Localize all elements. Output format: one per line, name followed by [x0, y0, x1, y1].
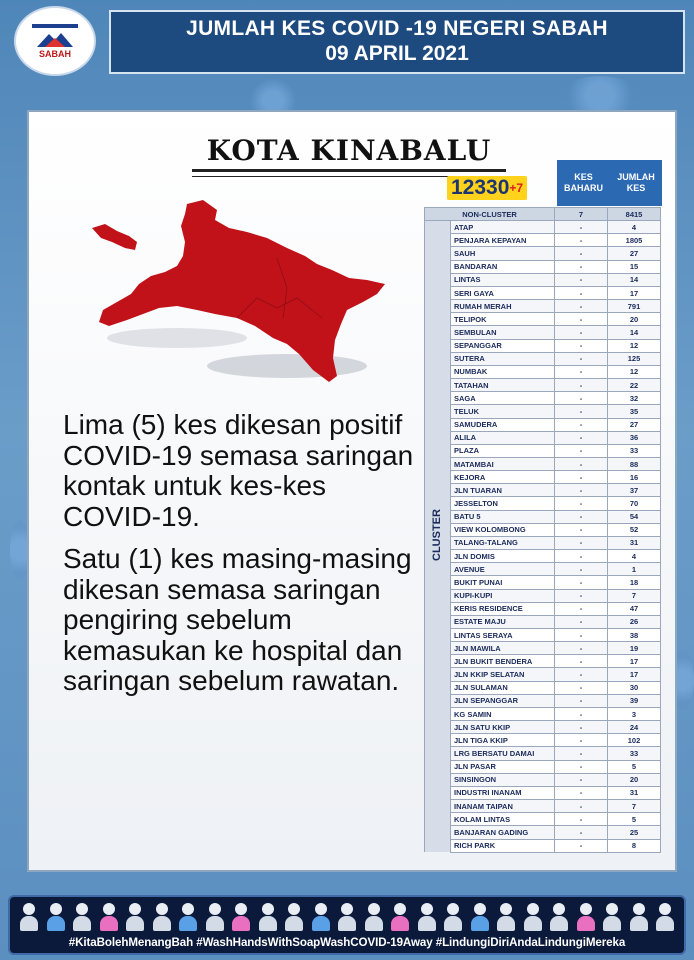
row-name: SERI GAYA [451, 286, 555, 299]
row-total: 17 [608, 668, 661, 681]
table-row [425, 629, 661, 642]
row-new: - [555, 536, 608, 549]
row-new: - [555, 260, 608, 273]
table-row [425, 668, 661, 681]
table-row [425, 497, 661, 510]
page-title: JUMLAH KES COVID -19 NEGERI SABAH [186, 17, 608, 40]
table-row [425, 405, 661, 418]
row-name: JLN SULAMAN [451, 681, 555, 694]
cluster-label-text: CLUSTER [431, 509, 444, 561]
person-icon [548, 901, 570, 931]
row-total: 7 [608, 589, 661, 602]
row-total: 7 [608, 800, 661, 813]
row-name: SINSINGON [451, 773, 555, 786]
row-name: RICH PARK [451, 839, 555, 852]
row-total: 12 [608, 339, 661, 352]
row-name: KOLAM LINTAS [451, 813, 555, 826]
row-total: 15 [608, 260, 661, 273]
cluster-side-cell [425, 734, 451, 747]
table-row [425, 221, 661, 234]
row-total: 47 [608, 602, 661, 615]
table-row [425, 813, 661, 826]
row-new: - [555, 326, 608, 339]
people-illustration [18, 901, 676, 933]
table-row [425, 431, 661, 444]
row-total: 5 [608, 760, 661, 773]
row-total: 70 [608, 497, 661, 510]
row-name: JLN DOMIS [451, 550, 555, 563]
row-total: 32 [608, 392, 661, 405]
table-row [425, 339, 661, 352]
row-total: 35 [608, 405, 661, 418]
cluster-side-cell [425, 642, 451, 655]
row-new: - [555, 839, 608, 852]
row-name: INANAM TAIPAN [451, 800, 555, 813]
row-total: 20 [608, 313, 661, 326]
row-total: 8 [608, 839, 661, 852]
cluster-side-cell [425, 300, 451, 313]
table-row [425, 826, 661, 839]
table-row [425, 352, 661, 365]
district-total [447, 176, 527, 200]
row-name: ESTATE MAJU [451, 615, 555, 628]
cluster-side-cell [425, 681, 451, 694]
row-name: NUMBAK [451, 365, 555, 378]
table-row [425, 536, 661, 549]
row-new: - [555, 379, 608, 392]
row-total: 22 [608, 379, 661, 392]
row-total: 8415 [608, 208, 661, 221]
table-row [425, 234, 661, 247]
table-row [425, 326, 661, 339]
cluster-side-cell [425, 247, 451, 260]
row-total: 3 [608, 707, 661, 720]
person-icon [310, 901, 332, 931]
row-new: - [555, 681, 608, 694]
row-new: - [555, 773, 608, 786]
row-total: 27 [608, 418, 661, 431]
person-icon [177, 901, 199, 931]
row-name: BANDARAN [451, 260, 555, 273]
row-total: 14 [608, 273, 661, 286]
row-name: TALANG-TALANG [451, 536, 555, 549]
row-total: 14 [608, 326, 661, 339]
person-icon [98, 901, 120, 931]
row-name: BUKIT PUNAI [451, 576, 555, 589]
cluster-side-cell [425, 694, 451, 707]
row-new: - [555, 339, 608, 352]
table-row [425, 273, 661, 286]
cluster-side-cell [425, 707, 451, 720]
table-row [425, 681, 661, 694]
row-total: 36 [608, 431, 661, 444]
row-new: - [555, 352, 608, 365]
person-icon [442, 901, 464, 931]
row-name: SAUH [451, 247, 555, 260]
row-new: - [555, 800, 608, 813]
row-new: - [555, 721, 608, 734]
person-icon [151, 901, 173, 931]
district-name: KOTA KINABALU [192, 134, 506, 172]
table-row [425, 392, 661, 405]
row-name: PENJARA KEPAYAN [451, 234, 555, 247]
row-new: - [555, 563, 608, 576]
row-new: - [555, 286, 608, 299]
row-new: - [555, 405, 608, 418]
table-row [425, 615, 661, 628]
table-row [425, 313, 661, 326]
row-new: - [555, 734, 608, 747]
table-row [425, 484, 661, 497]
row-total: 125 [608, 352, 661, 365]
cluster-side-cell [425, 773, 451, 786]
description-paragraph: Lima (5) kes dikesan positif COVID-19 semasa saringan kontak untuk kes-kes COVID-19. [63, 409, 414, 532]
cluster-side-cell [425, 471, 451, 484]
row-name: ALILA [451, 431, 555, 444]
row-name: BANJARAN GADING [451, 826, 555, 839]
row-name: TELUK [451, 405, 555, 418]
row-name: SAMUDERA [451, 418, 555, 431]
row-total: 27 [608, 247, 661, 260]
table-row [425, 839, 661, 852]
total-cases: 12330 [451, 176, 510, 199]
person-icon [416, 901, 438, 931]
table-row [425, 286, 661, 299]
description-paragraph: Satu (1) kes masing-masing dikesan semasa saringan pengiring sebelum kemasukan ke hospital dan saringan sebelum rawatan. [63, 543, 412, 696]
cluster-side-cell [425, 234, 451, 247]
row-new: - [555, 760, 608, 773]
cluster-side-cell [425, 760, 451, 773]
row-total: 1805 [608, 234, 661, 247]
row-new: - [555, 602, 608, 615]
cluster-side-cell [425, 221, 451, 234]
row-new: - [555, 418, 608, 431]
row-name: LINTAS [451, 273, 555, 286]
person-icon [336, 901, 358, 931]
cluster-side-cell [425, 431, 451, 444]
row-total: 33 [608, 444, 661, 457]
row-total: 17 [608, 655, 661, 668]
row-new: - [555, 629, 608, 642]
person-icon [575, 901, 597, 931]
row-new: - [555, 497, 608, 510]
table-row [425, 418, 661, 431]
column-header-total: JUMLAH KES [610, 160, 662, 206]
table-row [425, 589, 661, 602]
person-icon [71, 901, 93, 931]
row-name: JLN MAWILA [451, 642, 555, 655]
row-total: 4 [608, 550, 661, 563]
row-new: - [555, 484, 608, 497]
table-row [425, 707, 661, 720]
cluster-side-cell [425, 457, 451, 470]
cluster-side-cell [425, 286, 451, 299]
cluster-side-cell [425, 313, 451, 326]
row-new: - [555, 444, 608, 457]
logo-bar [32, 24, 78, 28]
hashtags: #KitaBolehMenangBah #WashHandsWithSoapWashCOVID-19Away #LindungiDiriAndaLindungiMereka [68, 936, 626, 949]
row-name: INDUSTRI INANAM [451, 786, 555, 799]
row-new: - [555, 457, 608, 470]
table-row [425, 642, 661, 655]
row-name: VIEW KOLOMBONG [451, 523, 555, 536]
table-row [425, 300, 661, 313]
row-new: - [555, 523, 608, 536]
row-name: AVENUE [451, 563, 555, 576]
row-name: TATAHAN [451, 379, 555, 392]
table-row [425, 365, 661, 378]
table-row [425, 550, 661, 563]
table-row [425, 747, 661, 760]
cluster-side-cell [425, 444, 451, 457]
district-map [87, 198, 417, 398]
table-row [425, 694, 661, 707]
cluster-side-cell [425, 326, 451, 339]
row-total: 33 [608, 747, 661, 760]
page-header [109, 10, 685, 74]
person-icon [654, 901, 676, 931]
cluster-side-cell [425, 786, 451, 799]
row-new: - [555, 273, 608, 286]
cluster-side-cell [425, 589, 451, 602]
row-new: - [555, 576, 608, 589]
row-total: 38 [608, 629, 661, 642]
table-row [425, 260, 661, 273]
cluster-side-cell [425, 379, 451, 392]
row-new: - [555, 615, 608, 628]
row-new: - [555, 313, 608, 326]
row-new: - [555, 707, 608, 720]
cluster-side-cell [425, 352, 451, 365]
row-new: - [555, 694, 608, 707]
cluster-label [422, 490, 452, 580]
row-name: TELIPOK [451, 313, 555, 326]
row-name: SUTERA [451, 352, 555, 365]
cluster-side-cell [425, 655, 451, 668]
row-new: - [555, 826, 608, 839]
row-new: - [555, 247, 608, 260]
row-total: 39 [608, 694, 661, 707]
row-total: 17 [608, 286, 661, 299]
table-row [425, 800, 661, 813]
table-row [425, 523, 661, 536]
row-new: - [555, 431, 608, 444]
cluster-side-cell [425, 602, 451, 615]
row-new: - [555, 589, 608, 602]
person-icon [469, 901, 491, 931]
person-icon [522, 901, 544, 931]
description [63, 410, 423, 709]
row-name: JLN SEPANGGAR [451, 694, 555, 707]
row-new: - [555, 668, 608, 681]
row-total: 20 [608, 773, 661, 786]
cluster-side-cell [425, 418, 451, 431]
district-card [27, 110, 677, 872]
cluster-side-cell [425, 721, 451, 734]
cluster-side-cell [425, 339, 451, 352]
row-total: 31 [608, 536, 661, 549]
row-name: KEJORA [451, 471, 555, 484]
row-name: JLN TIGA KKIP [451, 734, 555, 747]
person-icon [283, 901, 305, 931]
row-name: NON-CLUSTER [425, 208, 555, 221]
row-new: - [555, 510, 608, 523]
row-new: - [555, 234, 608, 247]
table-row [425, 773, 661, 786]
cluster-side-cell [425, 405, 451, 418]
row-name: MATAMBAI [451, 457, 555, 470]
row-total: 31 [608, 786, 661, 799]
row-name: ATAP [451, 221, 555, 234]
row-total: 102 [608, 734, 661, 747]
mountain-icon [35, 30, 75, 48]
person-icon [18, 901, 40, 931]
table-row [425, 510, 661, 523]
cluster-side-cell [425, 747, 451, 760]
row-name: JLN PASAR [451, 760, 555, 773]
table-row [425, 655, 661, 668]
row-name: JLN SATU KKIP [451, 721, 555, 734]
column-header-new: KES BAHARU [557, 160, 610, 206]
cluster-side-cell [425, 813, 451, 826]
footer-banner [8, 895, 686, 955]
row-name: KUPI-KUPI [451, 589, 555, 602]
person-icon [257, 901, 279, 931]
person-icon [389, 901, 411, 931]
row-new: - [555, 642, 608, 655]
cluster-side-cell [425, 392, 451, 405]
row-name: KERIS RESIDENCE [451, 602, 555, 615]
row-name: SEMBULAN [451, 326, 555, 339]
row-total: 54 [608, 510, 661, 523]
cluster-side-cell [425, 260, 451, 273]
row-name: LRG BERSATU DAMAI [451, 747, 555, 760]
table-row [425, 457, 661, 470]
report-date: 09 APRIL 2021 [325, 42, 469, 65]
table-row [425, 444, 661, 457]
row-new: - [555, 813, 608, 826]
cluster-side-cell [425, 826, 451, 839]
table-row [425, 786, 661, 799]
row-total: 88 [608, 457, 661, 470]
person-icon [495, 901, 517, 931]
row-new: - [555, 365, 608, 378]
row-new: 7 [555, 208, 608, 221]
row-new: - [555, 655, 608, 668]
row-name: PLAZA [451, 444, 555, 457]
row-new: - [555, 300, 608, 313]
logo-text: SABAH [38, 48, 71, 59]
row-name: SEPANGGAR [451, 339, 555, 352]
person-icon [124, 901, 146, 931]
row-total: 16 [608, 471, 661, 484]
row-name: JESSELTON [451, 497, 555, 510]
cluster-side-cell [425, 668, 451, 681]
row-name: RUMAH MERAH [451, 300, 555, 313]
table-row [425, 602, 661, 615]
person-icon [363, 901, 385, 931]
row-total: 18 [608, 576, 661, 589]
table-row [425, 760, 661, 773]
row-name: LINTAS SERAYA [451, 629, 555, 642]
row-new: - [555, 747, 608, 760]
new-cases: +7 [509, 181, 524, 195]
row-total: 26 [608, 615, 661, 628]
row-new: - [555, 392, 608, 405]
row-total: 25 [608, 826, 661, 839]
table-row [425, 576, 661, 589]
row-new: - [555, 221, 608, 234]
cluster-side-cell [425, 615, 451, 628]
table-row [425, 563, 661, 576]
row-total: 5 [608, 813, 661, 826]
table-row [425, 734, 661, 747]
cluster-side-cell [425, 800, 451, 813]
row-total: 30 [608, 681, 661, 694]
cluster-side-cell [425, 273, 451, 286]
table-row [425, 721, 661, 734]
cluster-side-cell [425, 365, 451, 378]
row-name: JLN KKIP SELATAN [451, 668, 555, 681]
person-icon [628, 901, 650, 931]
table-row [425, 379, 661, 392]
row-name: BATU 5 [451, 510, 555, 523]
table-row [425, 471, 661, 484]
row-name: JLN BUKIT BENDERA [451, 655, 555, 668]
row-new: - [555, 471, 608, 484]
cluster-side-cell [425, 629, 451, 642]
cluster-side-cell [425, 839, 451, 852]
person-icon [601, 901, 623, 931]
row-total: 19 [608, 642, 661, 655]
row-total: 24 [608, 721, 661, 734]
row-total: 791 [608, 300, 661, 313]
person-icon [230, 901, 252, 931]
person-icon [45, 901, 67, 931]
person-icon [204, 901, 226, 931]
cases-table [424, 207, 661, 853]
row-new: - [555, 786, 608, 799]
row-total: 4 [608, 221, 661, 234]
sabah-logo [14, 6, 96, 76]
row-name: JLN TUARAN [451, 484, 555, 497]
row-new: - [555, 550, 608, 563]
row-total: 1 [608, 563, 661, 576]
row-name: SAGA [451, 392, 555, 405]
table-row-non-cluster [425, 208, 661, 221]
row-total: 37 [608, 484, 661, 497]
table-row [425, 247, 661, 260]
row-total: 12 [608, 365, 661, 378]
row-name: KG SAMIN [451, 707, 555, 720]
row-total: 52 [608, 523, 661, 536]
